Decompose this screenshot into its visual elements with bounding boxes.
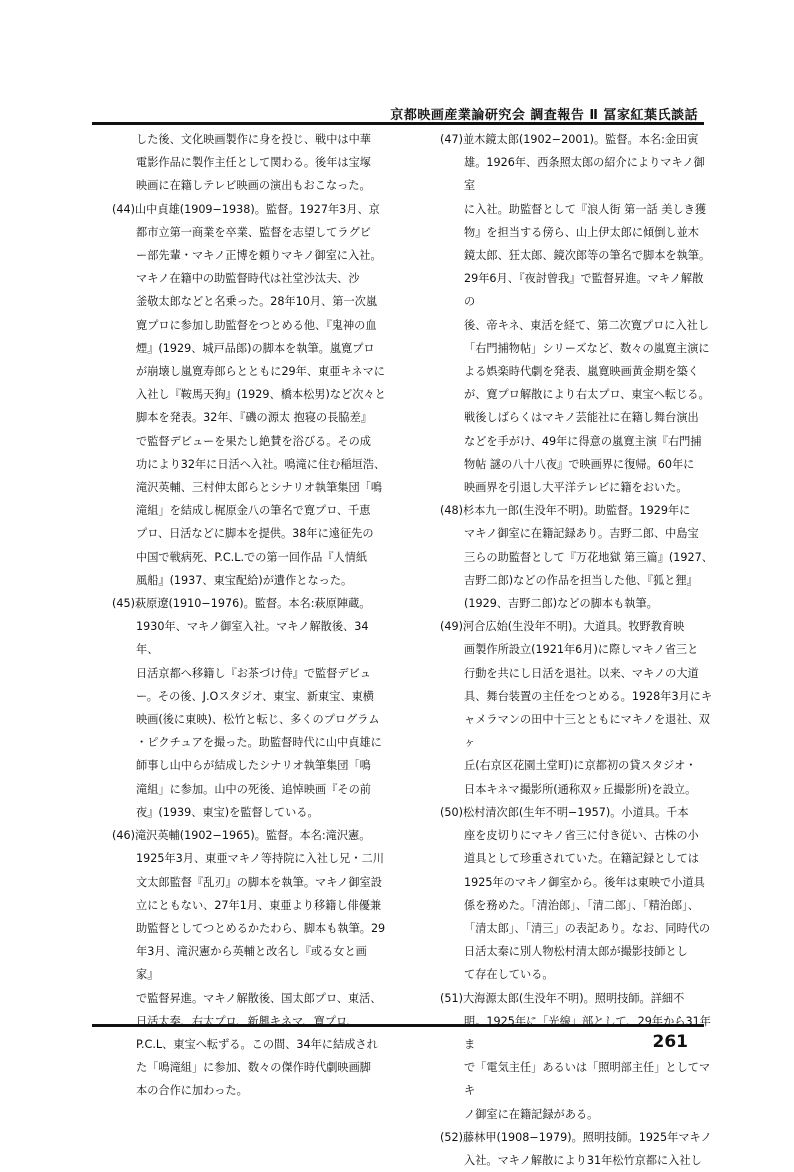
note-entry: (47)並木鏡太郎(1902−2001)。監督。本名:金田寅 雄。1926年、西条照太郎の紹介によりマキノ御室 に入社。助監督として『浪人街 第一話 美しき獲 物』を担当する傍ら、山上伊太郎に傾倒し並木 鏡太郎、狂太郎、鏡次郎等の筆名で脚本を執筆。 29年6月、『夜討曾我』で監督昇進。マキノ解散の 後、帝キネ、東活を経て、第二次寛プロに入社し 「右門捕物帖」シリーズなど、数々の嵐寛主演に よる娯楽時代劇を発表、嵐寛映画黄金期を築く が、寛プロ解散により右太プロ、東宝へ転じる。 戦後しばらくはマキノ芸能社に在籍し舞台演出 などを手がけ、49年に得意の嵐寛主演『右門捕 物帖 謎の八十八夜』で映画界に復帰。60年に 映画界を引退し大平洋テレビに籍をおいた。 (440, 133, 711, 495)
note-entry: (49)河合広始(生没年不明)。大道具。牧野教育映 画製作所設立(1921年6月)に際しマキノ省三と 行動を共にし日活を退社。以来、マキノの大道 具、舞台装置の主任をつとめる。1928年3月にキ ャメラマンの田中十三とともにマキノを退社、双ヶ 丘(右京区花園土堂町)に京都初の貸スタジオ・ 日本キネマ撮影所(通称双ヶ丘撮影所)を設立。 (440, 620, 713, 796)
note-entry: (45)萩原遼(1910−1976)。監督。本名:萩原陣蔵。 1930年、マキノ御室入社。マキノ解散後、34年、 日活京都へ移籍し『お茶づけ侍』で監督デビュ ー。その後、J.Oスタジオ、東宝、新東宝、東横 映画(後に東映)、松竹と転じ、多くのプログラム ・ピクチュアを撮った。助監督時代に山中貞雄に 師事し山中らが結成したシナリオ執筆集団「鳴 滝組」に参加。山中の死後、追悼映画『その前 夜』(1939、東宝)を監督している。 (112, 597, 382, 819)
note-entry: (46)滝沢英輔(1902−1965)。監督。本名:滝沢憲。 1925年3月、東亜マキノ等持院に入社し兄・二川 文太郎監督『乱刃』の脚本を執筆。マキノ御室設 立にともない、27年1月、東亜より移籍し俳優兼 助監督としてつとめるかたわら、脚本も執筆。29 年3月、滝沢憲から英輔と改名し『或る女と画家』 で監督昇進。マキノ解散後、国太郎プロ、東活、 日活太秦、右太プロ、新興キネマ、寛プロ、 P.C.L、東宝へ転ずる。この間、34年に結成され た「鳴滝組」に参加、数々の傑作時代劇映画脚 本の合作に加わった。 (112, 829, 386, 1098)
note-entry: (51)大海源太郎(生没年不明)。照明技師。詳細不 明。1925年に「光線」部として、29年から31年ま で「電気主任」あるいは「照明部主任」としてマキ ノ御室に在籍記録がある。 (440, 991, 711, 1121)
right-column (440, 128, 714, 1172)
note-entry: (50)松村清次郎(生年不明−1957)。小道具。千本 座を皮切りにマキノ省三に付き従い、古株の小 道具として珍重されていた。在籍記録としては 1925年のマキノ御室から。後年は東映で小道具 係を務めた。「清治郎」、「清二郎」、「精治郎」、 「清太郎」、「清三」の表記あり。なお、同時代の 日活太秦に別人物松村清太郎が撮影技師とし て存在している。 (440, 805, 711, 982)
left-column (112, 128, 386, 1103)
note-entry: した後、文化映画製作に身を投じ、戦中は中華 電影作品に製作主任として関わる。後年は宝塚 映画に在籍しテレビ映画の演出もおこなった。 (136, 133, 371, 193)
note-entry: (52)藤林甲(1908−1979)。照明技師。1925年マキノ 入社。マキノ解散により31年松竹京都に入社し (440, 1130, 712, 1167)
running-header: 京都映画産業論研究会 調査報告 Ⅱ 冨家紅葉氏談話 (390, 108, 698, 123)
note-entry: (44)山中貞雄(1909−1938)。監督。1927年3月、京 都市立第一商業を卒業、監督を志望してラグビ ー部先輩・マキノ正博を頼りマキノ御室に入社。 マキノ在籍中の助監督時代は社堂沙汰夫、沙 釜敬太郎などと名乗った。28年10月、第一次嵐 寛プロに参加し助監督をつとめる他、『鬼神の血 煙』(1929、城戸品郎)の脚本を執筆。嵐寛プロ が崩壊し嵐寛寿郎らとともに29年、東亜キネマに 入社し『鞍馬天狗』(1929、橋本松男)など次々と 脚本を発表。32年、『磯の源太 抱寝の長脇差』 で監督デビューを果たし絶賛を浴びる。その成 功により32年に日活へ入社。鳴滝に住む稲垣浩、 滝沢英輔、三村伸太郎らとシナリオ執筆集団「鳴 滝組」を結成し梶原金八の筆名で寛プロ、千恵 プロ、日活などに脚本を提供。38年に遠征先の 中国で戦病死、P.C.L.での第一回作品『人情紙 風船』(1937、東宝配給)が遺作となった。 (112, 202, 386, 587)
note-entry: (48)杉本九一郎(生没年不明)。助監督。1929年に マキノ御室に在籍記録あり。吉野二郎、中島宝 三らの助監督として『万花地獄 第三篇』(1927、 吉野二郎)などの作品を担当した他、『狐と狸』 (1929、吉野二郎)などの脚本も執筆。 (440, 504, 713, 611)
header-rule (92, 122, 704, 125)
footer-rule (92, 1024, 704, 1027)
page-number: 261 (652, 1032, 688, 1052)
